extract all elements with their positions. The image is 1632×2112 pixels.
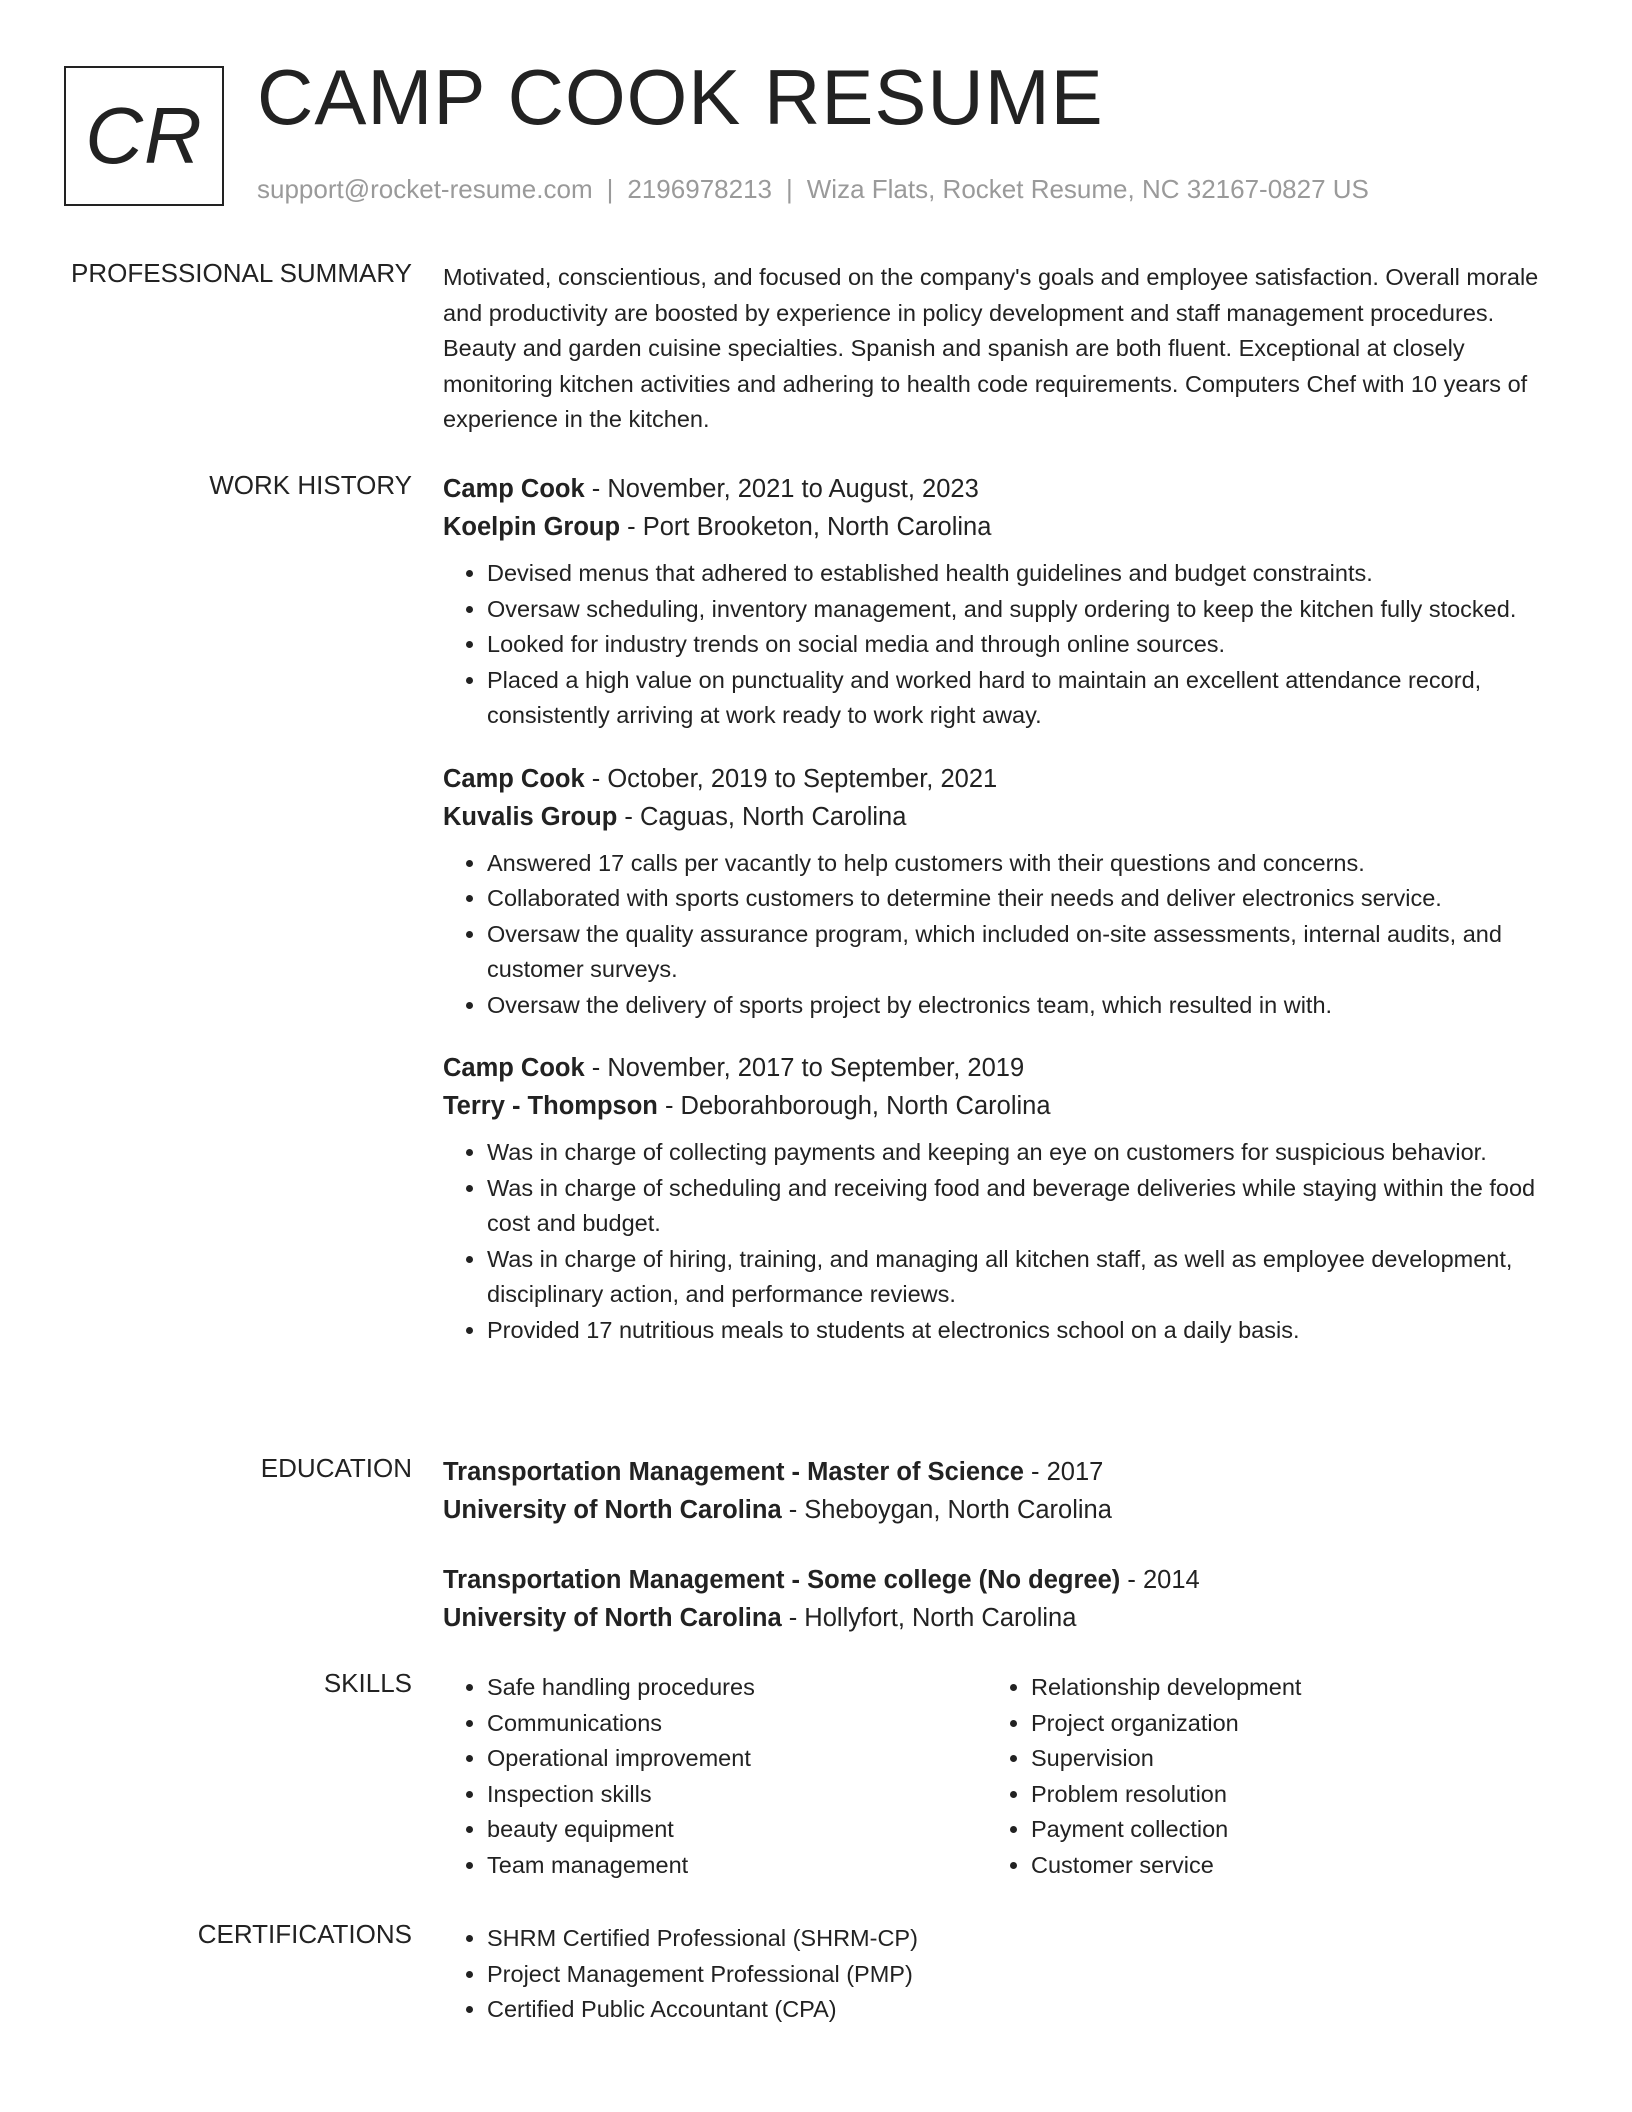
- job-location: - Caguas, North Carolina: [617, 802, 907, 831]
- education-school: University of North Carolina: [443, 1604, 782, 1632]
- job-bullet: • Looked for industry trends on social media and through online sources.: [487, 627, 1553, 663]
- skill-item: • Relationship development: [1031, 1670, 1531, 1706]
- education-year: - 2014: [1120, 1566, 1200, 1594]
- education-location: - Hollyfort, North Carolina: [781, 1604, 1077, 1632]
- job-dates: - November, 2021 to August, 2023: [584, 475, 979, 503]
- job-bullet: • Collaborated with sports customers to determine their needs and deliver electronics service.: [487, 881, 1553, 917]
- monogram-initials: CR: [85, 91, 203, 180]
- skills-body: [443, 1670, 1553, 1883]
- education-degree: Transportation Management - Master of Science: [443, 1458, 1024, 1486]
- skills-columns: [443, 1670, 1553, 1883]
- job-company: Terry - Thompson: [443, 1092, 658, 1120]
- summary-label: PROFESSIONAL SUMMARY: [71, 258, 412, 288]
- summary-text: Motivated, conscientious, and focused on the company's goals and employee satisfaction. Overall morale and productivity are boosted by experience in policy development and staff management procedures. Beauty and garden cuisine specialties. Spanish and spanish are both fluent. Exceptional at closely monitoring kitchen activities and adhering to health code requirements. Computers Chef with 10 years of experience in the kitchen.: [443, 264, 1539, 432]
- skill-item: • beauty equipment: [487, 1812, 987, 1848]
- skills-list-left: [443, 1670, 987, 1883]
- certifications-columns: [443, 1921, 1553, 2028]
- skill-item: • Safe handling procedures: [487, 1670, 987, 1706]
- education-label: EDUCATION: [260, 1453, 412, 1483]
- education-body: [443, 1453, 1553, 1637]
- skill-item: • Team management: [487, 1848, 987, 1884]
- certification-item: • SHRM Certified Professional (SHRM-CP): [487, 1921, 1287, 1957]
- job-location: - Port Brooketon, North Carolina: [620, 513, 992, 541]
- work-history-body: [443, 470, 1553, 1348]
- certification-item: • Project Management Professional (PMP): [487, 1957, 1287, 1993]
- job-title-line: [443, 470, 1553, 508]
- skill-item: • Customer service: [1031, 1848, 1531, 1884]
- job-company: Kuvalis Group: [443, 802, 618, 831]
- job-company-line: [443, 508, 1553, 546]
- job-title-line: [443, 760, 1553, 798]
- skill-item: • Supervision: [1031, 1741, 1531, 1777]
- job-dates: - November, 2017 to September, 2019: [584, 1054, 1025, 1082]
- education-school-line: [443, 1491, 1553, 1529]
- skill-item: • Communications: [487, 1706, 987, 1742]
- contact-separator: |: [786, 174, 793, 204]
- education-degree-line: [443, 1453, 1553, 1491]
- job-bullet: • Was in charge of hiring, training, and managing all kitchen staff, as well as employee development, disciplinary action, and performance reviews.: [487, 1242, 1553, 1313]
- job-location: - Deborahborough, North Carolina: [657, 1092, 1051, 1120]
- work-history-label: WORK HISTORY: [209, 470, 412, 500]
- skills-label: SKILLS: [323, 1668, 412, 1698]
- education-year: - 2017: [1023, 1458, 1104, 1486]
- summary-body: [443, 260, 1553, 438]
- education-school: University of North Carolina: [443, 1496, 782, 1524]
- contact-line: [257, 174, 1369, 205]
- job-company-line: [443, 798, 1553, 836]
- job-dates: - October, 2019 to September, 2021: [584, 764, 998, 793]
- job-company: Koelpin Group: [443, 513, 621, 541]
- monogram-box: [64, 66, 224, 206]
- skill-item: • Payment collection: [1031, 1812, 1531, 1848]
- skill-item: • Problem resolution: [1031, 1777, 1531, 1813]
- job-bullet: • Answered 17 calls per vacantly to help customers with their questions and concerns.: [487, 846, 1553, 882]
- skills-list-right: [987, 1670, 1531, 1883]
- job-bullet: • Oversaw scheduling, inventory management, and supply ordering to keep the kitchen fully stocked.: [487, 592, 1553, 628]
- contact-separator: |: [606, 174, 614, 204]
- skill-item: • Project organization: [1031, 1706, 1531, 1742]
- job-bullets: [443, 556, 1553, 734]
- job-bullet: • Devised menus that adhered to established health guidelines and budget constraints.: [487, 556, 1553, 592]
- skill-item: • Inspection skills: [487, 1777, 987, 1813]
- job-entry: [443, 1049, 1553, 1348]
- contact-email[interactable]: support@rocket-resume.com: [257, 174, 593, 204]
- job-title: Camp Cook: [443, 475, 585, 503]
- certifications-list: [443, 1921, 1287, 2028]
- contact-phone[interactable]: 2196978213: [627, 174, 772, 204]
- skill-item: • Operational improvement: [487, 1741, 987, 1777]
- resume-title: CAMP COOK RESUME: [257, 53, 1104, 141]
- job-title: Camp Cook: [443, 1054, 585, 1082]
- job-bullet: • Placed a high value on punctuality and worked hard to maintain an excellent attendance record, consistently arriving at work ready to work right away.: [487, 663, 1553, 734]
- job-bullet: • Oversaw the quality assurance program, which included on-site assessments, internal audits, and customer surveys.: [487, 917, 1553, 988]
- job-bullet: • Provided 17 nutritious meals to students at electronics school on a daily basis.: [487, 1313, 1553, 1349]
- certifications-body: [443, 1921, 1553, 2028]
- education-entry: [443, 1561, 1553, 1637]
- job-title-line: [443, 1049, 1553, 1087]
- education-degree-line: [443, 1561, 1553, 1599]
- job-entry: [443, 760, 1553, 1024]
- certifications-label: CERTIFICATIONS: [197, 1919, 412, 1949]
- job-bullet: • Was in charge of collecting payments and keeping an eye on customers for suspicious behavior.: [487, 1135, 1553, 1171]
- education-school-line: [443, 1599, 1553, 1637]
- job-company-line: [443, 1087, 1553, 1125]
- job-title: Camp Cook: [443, 764, 585, 793]
- job-bullet: • Oversaw the delivery of sports project by electronics team, which resulted in with.: [487, 988, 1553, 1024]
- job-entry: [443, 470, 1553, 734]
- education-degree: Transportation Management - Some college (No degree): [443, 1566, 1121, 1594]
- contact-address: Wiza Flats, Rocket Resume, NC 32167-0827 US: [806, 174, 1369, 204]
- job-bullets: [443, 1135, 1553, 1348]
- education-location: - Sheboygan, North Carolina: [781, 1496, 1112, 1524]
- certification-item: • Certified Public Accountant (CPA): [487, 1992, 1287, 2028]
- job-bullet: • Was in charge of scheduling and receiving food and beverage deliveries while staying within the food cost and budget.: [487, 1171, 1553, 1242]
- education-entry: [443, 1453, 1553, 1529]
- job-bullets: [443, 846, 1553, 1024]
